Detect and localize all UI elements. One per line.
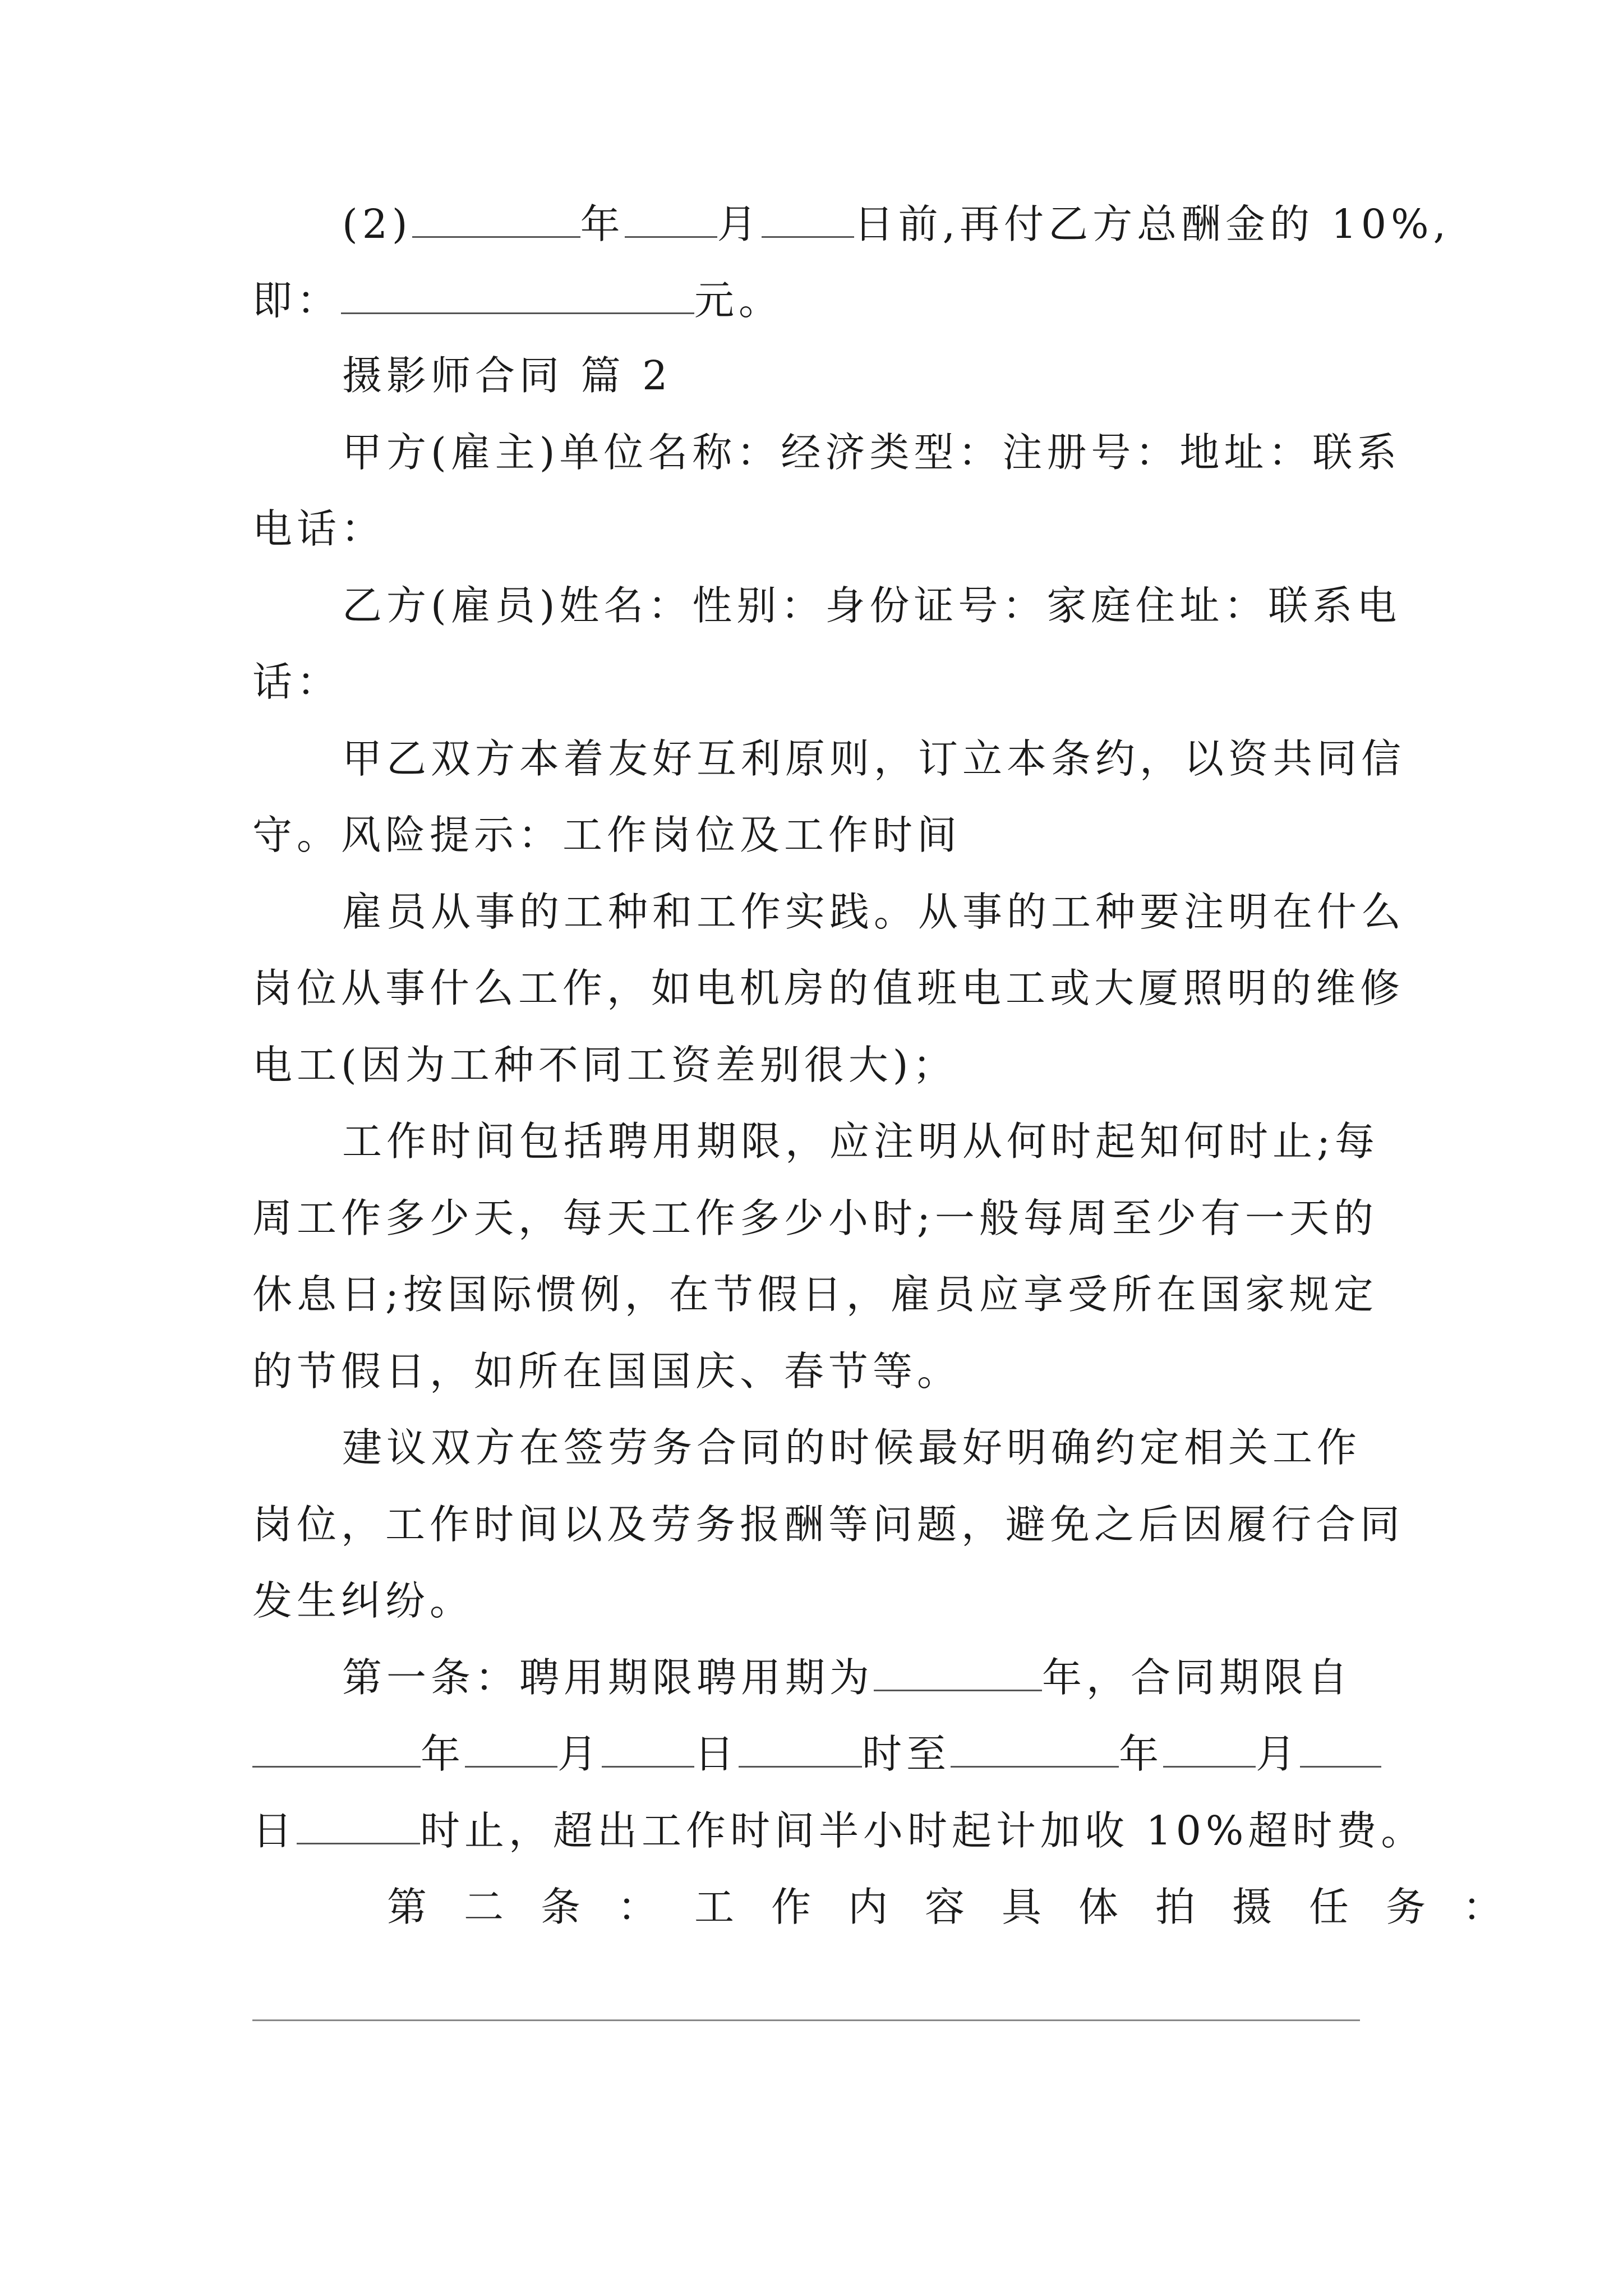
overtime-text: 时止，超出工作时间半小时起计加收 10%超时费。 [420,1807,1426,1854]
work-time-line-2: 周工作多少天，每天工作多少小时;一般每周至少有一天的 [252,1195,1378,1241]
amount-blank[interactable] [341,278,694,314]
year-blank[interactable] [412,201,580,238]
start-hour-blank[interactable] [739,1731,862,1768]
task-blank-line[interactable] [252,2019,1360,2021]
payment-clause-line [342,196,1450,252]
section-heading: 摄影师合同 篇 2 [342,352,672,399]
article-2-heading: 第二条：工作内容具体拍摄任务： [387,1884,1540,1930]
month-label: 月 [717,201,762,247]
party-b-line-2: 话： [252,659,342,705]
work-time-line-1: 工作时间包括聘用期限，应注明从何时起知何时止;每 [342,1118,1379,1165]
work-time-line-3: 休息日;按国际惯例，在节假日，雇员应享受所在国家规定 [252,1271,1378,1318]
end-year-blank[interactable] [951,1731,1119,1768]
end-day-blank[interactable] [1300,1731,1381,1768]
job-type-line-1: 雇员从事的工种和工作实践。从事的工种要注明在什么 [342,889,1406,935]
principle-line-2: 守。风险提示：工作岗位及工作时间 [252,812,962,858]
amount-line [252,273,783,329]
advice-line-3: 发生纠纷。 [252,1577,474,1624]
end-hour-blank[interactable] [297,1808,420,1844]
clause-number: (2) [342,201,412,247]
amount-unit: 元。 [694,277,783,324]
party-a-line-1: 甲方(雇主)单位名称：经济类型：注册号：地址：联系 [342,429,1401,476]
article-1-text: 第一条：聘用期限聘用期为 [342,1654,874,1701]
term-years-blank[interactable] [874,1655,1042,1691]
article-1-line-2 [252,1726,1381,1782]
work-time-line-4: 的节假日，如所在国国庆、春节等。 [252,1348,962,1395]
amount-prefix: 即： [252,277,342,324]
payment-text: 日前,再付乙方总酬金的 10%, [854,201,1451,247]
start-hour-label: 时至 [862,1731,951,1777]
start-day-label: 日 [694,1731,739,1777]
start-month-label: 月 [557,1731,602,1777]
end-year-label: 年 [1119,1731,1164,1777]
party-a-line-2: 电话： [252,505,386,552]
advice-line-1: 建议双方在签劳务合同的时候最好明确约定相关工作 [342,1424,1362,1471]
year-label: 年 [580,201,625,247]
end-month-blank[interactable] [1163,1731,1256,1768]
month-blank[interactable] [625,201,717,238]
term-text: 年，合同期限自 [1042,1654,1353,1701]
principle-line-1: 甲乙双方本着友好互利原则，订立本条约，以资共同信 [342,735,1406,782]
day-blank[interactable] [762,201,854,238]
end-month-label: 月 [1256,1731,1301,1777]
job-type-line-2: 岗位从事什么工作，如电机房的值班电工或大厦照明的维修 [252,965,1405,1011]
start-year-label: 年 [421,1731,465,1777]
article-1-line-1 [342,1650,1352,1706]
article-1-line-3 [252,1803,1425,1859]
start-day-blank[interactable] [602,1731,694,1768]
advice-line-2: 岗位，工作时间以及劳务报酬等问题，避免之后因履行合同 [252,1501,1405,1548]
job-type-line-3: 电工(因为工种不同工资差别很大)； [252,1042,957,1088]
end-day-label: 日 [252,1807,297,1854]
start-month-blank[interactable] [465,1731,557,1768]
start-year-blank[interactable] [252,1731,421,1768]
party-b-line-1: 乙方(雇员)姓名：性别：身份证号：家庭住址：联系电 [342,582,1401,629]
